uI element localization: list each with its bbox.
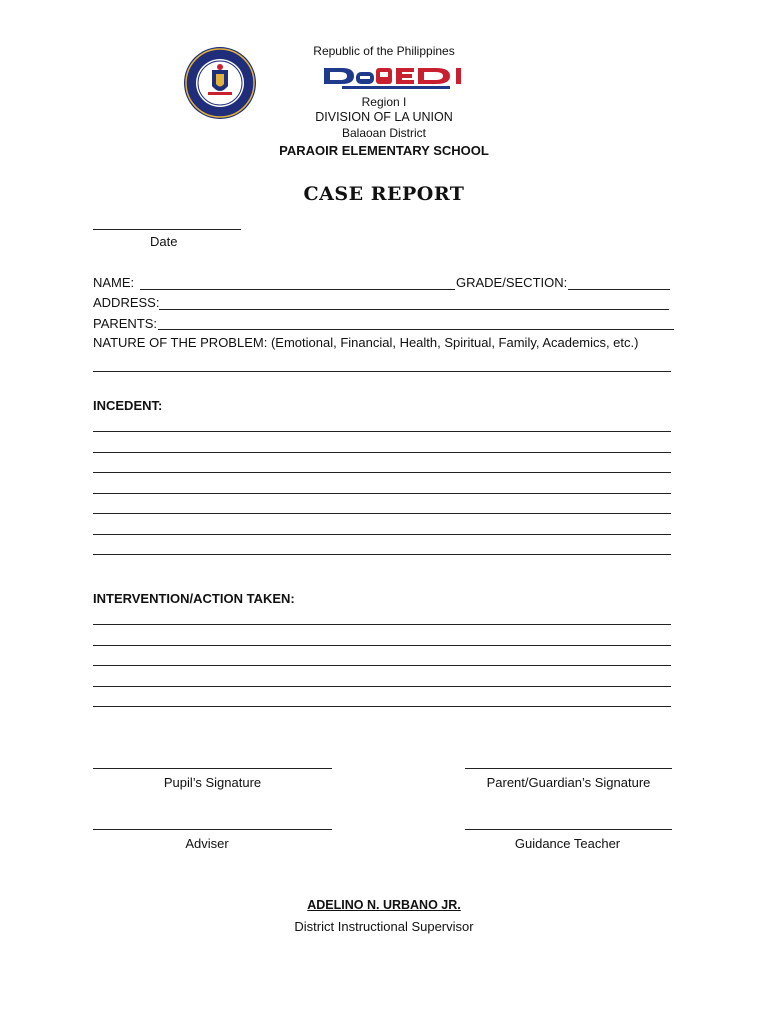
incident-line[interactable] [93, 472, 671, 473]
intervention-line[interactable] [93, 706, 671, 707]
grade-section-label: GRADE/SECTION: [456, 275, 568, 290]
deped-wordmark-logo [322, 66, 464, 90]
incident-line[interactable] [93, 493, 671, 494]
incident-line[interactable] [93, 513, 671, 514]
intervention-line[interactable] [93, 665, 671, 666]
intervention-line[interactable] [93, 645, 671, 646]
district-heading: Balaoan District [341, 126, 427, 140]
incident-line[interactable] [93, 534, 671, 535]
name-label: NAME: [93, 275, 135, 290]
address-field-line[interactable] [159, 309, 669, 310]
intervention-heading: INTERVENTION/ACTION TAKEN: [93, 591, 295, 606]
date-label: Date [150, 234, 178, 249]
name-field-line[interactable] [140, 289, 455, 290]
adviser-label: Adviser [185, 836, 229, 851]
adviser-signature-line[interactable] [93, 829, 332, 830]
supervisor-title: District Instructional Supervisor [294, 919, 474, 934]
guidance-signature-line[interactable] [465, 829, 672, 830]
incident-line[interactable] [93, 431, 671, 432]
nature-label-text: NATURE OF THE PROBLEM: [93, 335, 268, 350]
country-heading: Republic of the Philippines [313, 44, 455, 58]
intervention-line[interactable] [93, 686, 671, 687]
incident-heading: INCEDENT: [93, 398, 163, 413]
incident-line[interactable] [93, 554, 671, 555]
guidance-teacher-label: Guidance Teacher [514, 836, 621, 851]
parent-signature-label: Parent/Guardian’s Signature [486, 775, 651, 790]
page-title: CASE REPORT [303, 183, 465, 205]
parent-signature-line[interactable] [465, 768, 672, 769]
grade-section-field-line[interactable] [568, 289, 670, 290]
pupil-signature-line[interactable] [93, 768, 332, 769]
parents-field-line[interactable] [158, 329, 674, 330]
date-line[interactable] [93, 229, 241, 230]
region-heading: Region I [361, 95, 407, 109]
incident-line[interactable] [93, 452, 671, 453]
supervisor-name: ADELINO N. URBANO JR. [307, 898, 461, 912]
address-label: ADDRESS: [93, 295, 160, 310]
division-heading: DIVISION OF LA UNION [315, 110, 453, 124]
nature-of-problem-label [93, 335, 638, 350]
nature-options-text: (Emotional, Financial, Health, Spiritual, Family, Academics, etc.) [270, 335, 639, 350]
intervention-line[interactable] [93, 624, 671, 625]
parents-label: PARENTS: [93, 316, 158, 331]
school-heading: PARAOIR ELEMENTARY SCHOOL [279, 143, 489, 158]
nature-field-line[interactable] [93, 371, 671, 372]
pupil-signature-label: Pupil’s Signature [163, 775, 262, 790]
